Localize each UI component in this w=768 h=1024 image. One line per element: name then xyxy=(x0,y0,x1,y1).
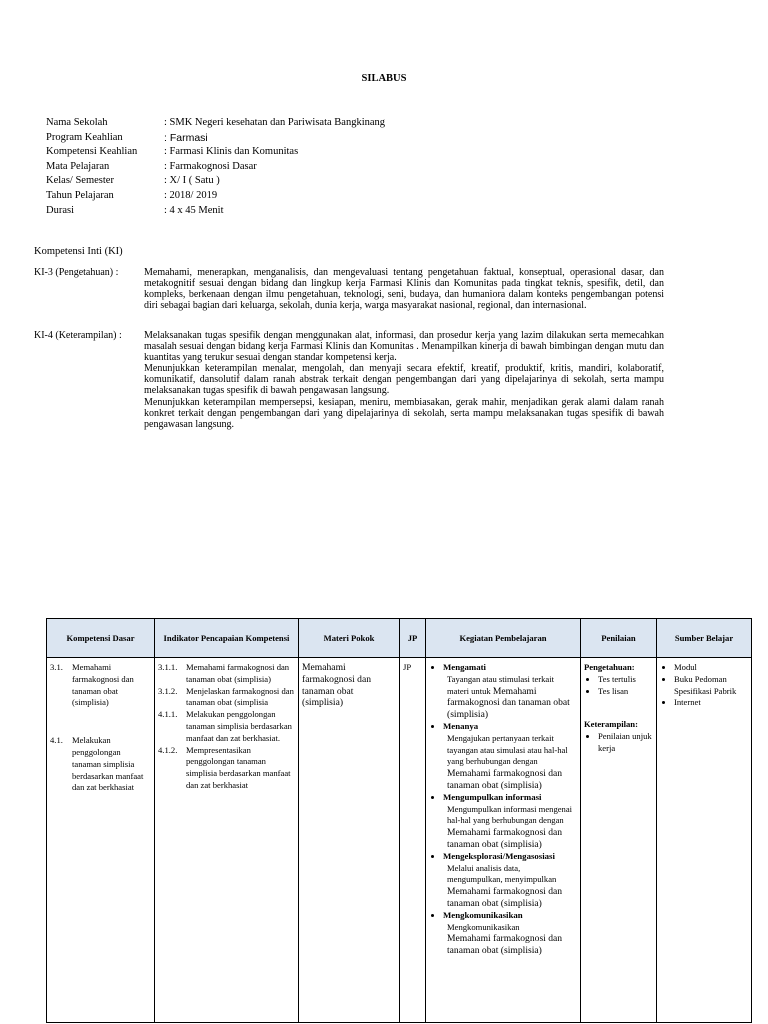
indikator-text: Menjelaskan farmakognosi dan tanaman obat (simplisia xyxy=(186,685,294,708)
indikator-text: Mempresentasikan penggolongan tanaman simplisia berdasarkan manfaat dan zat berkhasiat xyxy=(186,744,291,790)
info-value: : SMK Negeri kesehatan dan Pariwisata Bangkinang xyxy=(164,117,386,128)
list-item xyxy=(443,662,577,721)
info-row xyxy=(46,174,385,189)
list-item: • Buku Pedoman Spesifikasi Pabrik xyxy=(674,674,748,698)
activity-topic: Memahami farmakognosi dan tanaman obat (simplisia) xyxy=(447,768,563,791)
table-row xyxy=(47,658,752,1023)
ki4-paragraph: Menunjukkan keterampilan mempersepsi, kesiapan, meniru, membiasakan, gerak mahir, menjadikan gerak alami dalam ranah konkret terkait dengan pengembangan dari yang dipelajarinya di sekolah, serta mampu melaksanakan tugas spesifik di bawah pengawasan langsung. xyxy=(144,396,664,430)
column-header: JP xyxy=(400,619,426,658)
info-label: Mata Pelajaran xyxy=(46,160,110,172)
kompetensi-dasar-cell xyxy=(47,658,155,1023)
activity-topic: Memahami farmakognosi dan tanaman obat (simplisia) xyxy=(447,933,563,957)
ki4-paragraph: Menunjukkan keterampilan menalar, mengolah, dan menyaji secara efektif, kreatif, produktif, kritis, mandiri, kolaboratif, komunikatif, dansolutif dalam ranah abstrak terkait dengan pengembangan dari yang dipelajarinya di sekolah, serta mampu melaksanakan tugas spesifik di bawah pengawasan langsung. xyxy=(144,363,664,397)
kd-text: Melakukan penggolongan tanaman simplisia berdasarkan manfaat dan zat berkhasiat xyxy=(72,735,144,793)
ki3-text: Memahami, menerapkan, menganalisis, dan mengevaluasi tentang pengetahuan faktual, konseptual, operasional dasar, dan metakognitif sesuai dengan bidang dan lingkup kerja Farmasi Klinis dan Komunitas pada tingkat teknis, spesifik, detil, dan kompleks, berkenaan dengan ilmu pengetahuan, teknologi, seni, budaya, dan humaniora dalam konteks pengembangan potensi diri sebagai bagian dari keluarga, sekolah, dunia kerja, warga masyarakat nasional, regional, dan internasional. xyxy=(144,267,664,312)
info-row xyxy=(46,160,385,175)
info-value: : X/ I ( Satu ) xyxy=(164,175,220,187)
column-header: Kompetensi Dasar xyxy=(47,619,155,658)
kd-text: Memahami farmakognosi dan tanaman obat (simplisia) xyxy=(72,662,134,708)
activity-heading: • Menanya xyxy=(443,720,479,731)
activity-heading: • Mengamati xyxy=(443,662,486,672)
kegiatan-cell xyxy=(426,658,581,1023)
info-row xyxy=(46,131,385,146)
column-header: Kegiatan Pembelajaran xyxy=(426,619,581,658)
penilaian-heading: Keterampilan: xyxy=(584,719,638,730)
indikator-text: Memahami farmakognosi dan tanaman obat (simplisia) xyxy=(186,662,290,684)
info-value: : 4 x 45 Menit xyxy=(164,204,224,216)
penilaian-heading: Pengetahuan: xyxy=(584,662,635,672)
activity-topic: Memahami farmakognosi dan tanaman obat (simplisia) xyxy=(447,886,563,909)
sumber-belajar-cell xyxy=(657,658,752,1023)
list-item: • Tes lisan xyxy=(598,686,653,698)
column-header: Penilaian xyxy=(581,619,657,658)
list-item: • Tes tertulis xyxy=(598,674,653,686)
activity-text: Melalui analisis data, mengumpulkan, menyimpulkan xyxy=(447,862,557,885)
info-label: Kelas/ Semester xyxy=(46,175,114,187)
list-item xyxy=(443,910,577,957)
indikator-number: 3.1.1. xyxy=(158,662,178,672)
indikator-number: 4.1.2. xyxy=(158,744,178,755)
list-item xyxy=(443,721,577,792)
info-value: : Farmasi xyxy=(164,131,208,144)
info-row xyxy=(46,145,385,160)
list-item xyxy=(443,792,577,851)
page-title: SILABUS xyxy=(361,73,407,84)
info-value: : Farmakognosi Dasar xyxy=(164,160,257,172)
ki4-paragraph: Melaksanakan tugas spesifik dengan menggunakan alat, informasi, dan prosedur kerja yang lazim dilakukan serta memecahkan masalah sesuai dengan bidang kerja Farmasi Klinis dan Komunitas . Menampilkan kinerja di bawah bimbingan dengan mutu dan kuantitas yang terukur sesuai dengan standar kompetensi kerja. xyxy=(144,330,664,364)
activity-heading: • Mengkomunikasikan xyxy=(443,909,523,920)
penilaian-cell xyxy=(581,658,657,1023)
indikator-number: 3.1.2. xyxy=(158,685,178,696)
ki3-label: KI-3 (Pengetahuan) : xyxy=(34,267,119,278)
column-header: Materi Pokok xyxy=(299,619,400,658)
activity-heading: • Mengumpulkan informasi xyxy=(443,791,542,802)
indikator-cell xyxy=(155,658,299,1023)
list-item: • Modul xyxy=(674,662,748,674)
activity-heading: • Mengeksplorasi/Mengasosiasi xyxy=(443,850,555,861)
kd-number: 3.1. xyxy=(50,662,63,672)
info-label: Kompetensi Keahlian xyxy=(46,146,138,158)
ki4-label: KI-4 (Keterampilan) : xyxy=(34,330,122,341)
indikator-number: 4.1.1. xyxy=(158,709,178,720)
materi-pokok-cell: Memahami farmakognosi dan tanaman obat (simplisia) xyxy=(299,658,400,1023)
info-row xyxy=(46,116,385,131)
activity-topic: Memahami farmakognosi dan tanaman obat (simplisia) xyxy=(447,685,570,721)
info-value: : Farmasi Klinis dan Komunitas xyxy=(164,146,299,158)
ki3-block xyxy=(34,267,664,311)
column-header: Indikator Pencapaian Kompetensi xyxy=(155,619,299,658)
syllabus-table xyxy=(46,618,752,1023)
activity-text: Mengajukan pertanyaan terkait tayangan atau simulasi atau hal-hal yang berhubungan dengan xyxy=(447,732,568,767)
ki-heading: Kompetensi Inti (KI) xyxy=(34,246,123,257)
list-item xyxy=(443,851,577,910)
info-row xyxy=(46,204,385,219)
jp-cell: JP xyxy=(400,658,426,1023)
list-item: • Internet xyxy=(674,697,748,709)
info-label: Nama Sekolah xyxy=(46,117,108,128)
activity-text: Mengkomunikasikan xyxy=(447,921,520,932)
info-label: Durasi xyxy=(46,204,74,216)
list-item: • Penilaian unjuk kerja xyxy=(598,731,653,755)
kd-number: 4.1. xyxy=(50,735,63,746)
school-info xyxy=(46,116,385,218)
activity-text: Tayangan atau stimulasi terkait materi untuk xyxy=(447,673,555,696)
table-header-row xyxy=(47,619,752,658)
column-header: Sumber Belajar xyxy=(657,619,752,658)
info-label: Program Keahlian xyxy=(46,131,123,143)
activity-topic: Memahami farmakognosi dan tanaman obat (simplisia) xyxy=(447,827,563,850)
info-row xyxy=(46,189,385,204)
info-value: : 2018/ 2019 xyxy=(164,189,218,201)
info-label: Tahun Pelajaran xyxy=(46,189,114,201)
indikator-text: Melakukan penggolongan tanaman simplisia berdasarkan manfaat dan zat berkhasiat. xyxy=(186,709,292,743)
activity-text: Mengumpulkan informasi mengenai hal-hal yang berhubungan dengan xyxy=(447,803,573,826)
ki4-block xyxy=(34,330,664,430)
